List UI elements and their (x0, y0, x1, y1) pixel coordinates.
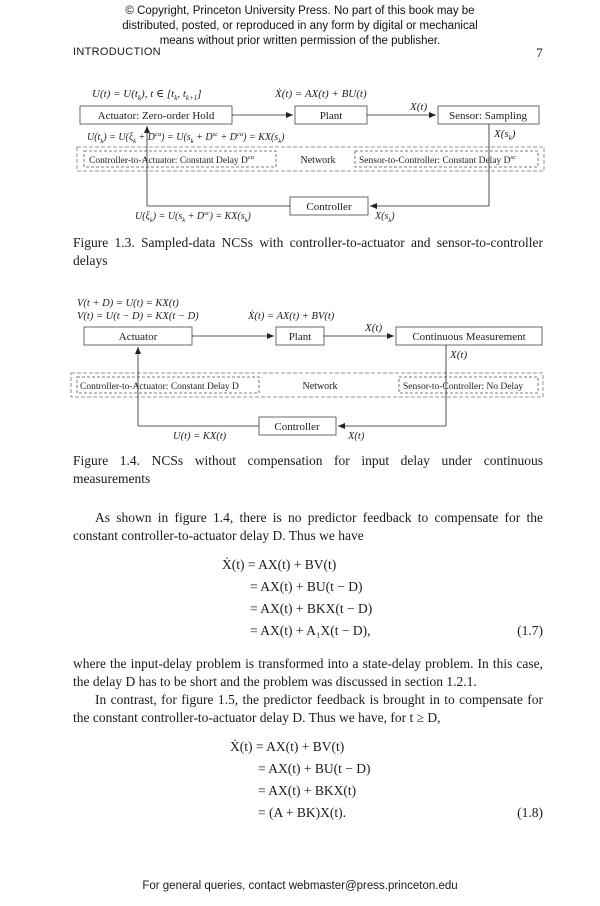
figure-1-4-diagram (0, 290, 600, 450)
eq18-line-4: = (A + BK)X(t). (258, 805, 346, 820)
fig13-network-label: Network (300, 155, 336, 166)
footer-contact: For general queries, contact webmaster@press.princeton.edu (142, 880, 458, 892)
eq18-number: (1.8) (517, 805, 543, 820)
fig14-controller-input-label: X(t) (348, 431, 365, 442)
fig13-ca-delay-label: Controller-to-Actuator: Constant Delay $D^{ca}$ (89, 154, 255, 166)
fig13-sensor-label: Sensor: Sampling (449, 110, 527, 122)
eq17-line-2: = AX(t) + BU(t − D) (250, 579, 363, 594)
paragraph-1: As shown in figure 1.4, there is no predictor feedback to compensate for the constant controller-to-actuator delay D. Thus we have (73, 510, 543, 543)
fig13-xt-label: X(t) (410, 101, 428, 113)
fig14-xt-label: X(t) (365, 322, 383, 334)
fig14-plant-label: Plant (288, 331, 312, 343)
fig14-controller-output-eq: U(t) = KX(t) (173, 431, 227, 442)
eq17-line-3: = AX(t) + BKX(t − D) (250, 601, 373, 616)
section-title: INTRODUCTION (73, 46, 161, 58)
fig14-controller-label: Controller (274, 421, 320, 433)
figure-1-3-caption: Figure 1.3. Sampled-data NCSs with controller-to-actuator and sensor-to-controller delays (73, 235, 543, 268)
fig13-xsk-label: $X(s_k)$ (494, 128, 516, 142)
fig14-actuator-label: Actuator (118, 331, 158, 343)
fig14-actuator-eq-2: V(t) = U(t − D) = KX(t − D) (77, 311, 199, 322)
paragraph-3: In contrast, for figure 1.5, the predictor feedback is brought in to compensate for the constant controller-to-actuator delay D. Thus we have, for t ≥ D, (73, 692, 543, 725)
fig14-ca-delay-label: Controller-to-Actuator: Constant Delay D (80, 382, 239, 392)
fig13-state-equation: Ẋ(t) = AX(t) + BU(t) (275, 88, 367, 100)
eq18-line-1: Ẋ(t) = AX(t) + BV(t) (230, 739, 345, 754)
fig13-controller-input-label: $X(s_k)$ (375, 211, 395, 224)
fig14-measurement-label: Continuous Measurement (412, 331, 526, 343)
figure-1-3-diagram (0, 0, 600, 230)
figure-1-4-caption: Figure 1.4. NCSs without compensation for input delay under continuous measurements (73, 453, 543, 486)
eq18-line-3: = AX(t) + BKX(t) (258, 783, 357, 798)
fig13-actuator-label: Actuator: Zero-order Hold (97, 110, 215, 122)
eq17-line-4: = AX(t) + A₁X(t − D), (250, 623, 371, 638)
copyright-line-1: © Copyright, Princeton University Press. No part of this book may be (125, 5, 475, 17)
fig14-xt-label-2: X(t) (450, 349, 468, 361)
page-number: 7 (536, 45, 543, 60)
fig13-plant-label: Plant (319, 110, 343, 122)
eq17-number: (1.7) (517, 623, 543, 638)
copyright-line-2: distributed, posted, or reproduced in any form by digital or mechanical (122, 20, 478, 32)
eq18-line-2: = AX(t) + BU(t − D) (258, 761, 371, 776)
fig14-sc-delay-label: Sensor-to-Controller: No Delay (403, 382, 524, 392)
fig14-state-eq: Ẋ(t) = AX(t) + BV(t) (248, 311, 335, 322)
fig13-controller-output-eq: $U(\xi_k) = U(s_k + D^{sc}) = KX(s_k)$ (135, 210, 251, 224)
fig13-update-equation: $U(t_k) = U(\xi_k + D^{ca}) = U(s_k + D^{sc} + D^{ca}) = KX(s_k)$ (87, 131, 285, 145)
copyright-line-3: means without prior written permission of the publisher. (159, 35, 441, 47)
fig13-sc-delay-label: Sensor-to-Controller: Constant Delay $D^{sc}$ (359, 154, 516, 166)
fig13-controller-label: Controller (306, 201, 352, 213)
fig13-hold-equation: $U(t) = U(t_k)$, t ∈ [$t_k$, $t_{k+1}$] (92, 88, 202, 102)
fig14-network-label: Network (302, 381, 338, 392)
fig14-actuator-eq-1: V(t + D) = U(t) = KX(t) (77, 298, 179, 309)
paragraph-2: where the input-delay problem is transformed into a state-delay problem. In this case, the delay D has to be short and the problem was discussed in section 1.2.1. (73, 656, 543, 689)
eq17-line-1: Ẋ(t) = AX(t) + BV(t) (222, 557, 337, 572)
